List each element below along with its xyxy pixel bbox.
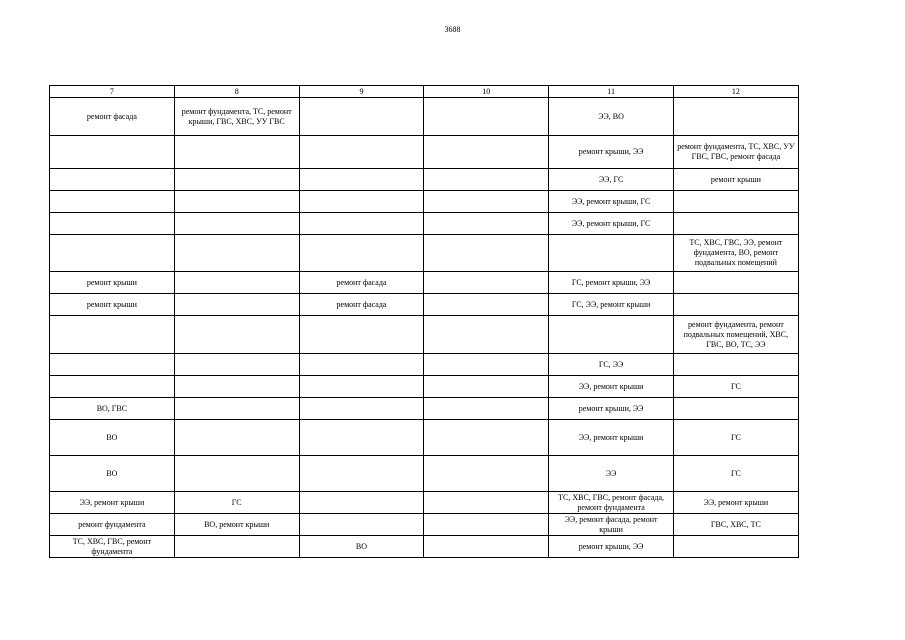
table-cell: ВО xyxy=(50,456,175,492)
table-cell xyxy=(549,316,674,354)
table-cell xyxy=(174,235,299,272)
table-row xyxy=(50,235,799,272)
table-cell: ГС, ЭЭ xyxy=(549,354,674,376)
table-cell xyxy=(50,354,175,376)
table-cell xyxy=(673,294,798,316)
table-cell xyxy=(424,191,549,213)
table-cell: ЭЭ, ремонт крыши, ГС xyxy=(549,191,674,213)
table-cell: ЭЭ, ремонт фасада, ремонт крыши xyxy=(549,514,674,536)
column-header-10: 10 xyxy=(424,86,549,98)
table-cell xyxy=(424,316,549,354)
table-row xyxy=(50,536,799,558)
header-row xyxy=(50,86,799,98)
table-cell: ТС, ХВС, ГВС, ЭЭ, ремонт фундамента, ВО, ремонт подвальных помещений xyxy=(673,235,798,272)
table-cell xyxy=(299,492,424,514)
table-cell: ЭЭ, ремонт крыши, ГС xyxy=(549,213,674,235)
table-cell: ЭЭ, ремонт крыши xyxy=(673,492,798,514)
table-cell xyxy=(299,420,424,456)
table-cell: ремонт фасада xyxy=(50,98,175,136)
table-cell: ГС xyxy=(673,420,798,456)
table-cell xyxy=(424,136,549,169)
table-cell xyxy=(424,213,549,235)
table-row xyxy=(50,98,799,136)
table-cell xyxy=(174,136,299,169)
table-cell: ЭЭ, ВО xyxy=(549,98,674,136)
table-cell: ремонт фундамента, ремонт подвальных помещений, ХВС, ГВС, ВО, ТС, ЭЭ xyxy=(673,316,798,354)
table-row xyxy=(50,316,799,354)
table-cell xyxy=(424,456,549,492)
table-cell xyxy=(299,398,424,420)
table-cell xyxy=(50,169,175,191)
table-cell xyxy=(673,398,798,420)
table-cell: ремонт фундамента, ТС, ХВС, УУ ГВС, ГВС, ремонт фасада xyxy=(673,136,798,169)
table-cell xyxy=(424,376,549,398)
table-cell xyxy=(174,420,299,456)
table-cell xyxy=(299,235,424,272)
table-row xyxy=(50,272,799,294)
table-cell: ЭЭ, ГС xyxy=(549,169,674,191)
table-cell: ремонт фундамента, ТС, ремонт крыши, ГВС, ХВС, УУ ГВС xyxy=(174,98,299,136)
table-cell xyxy=(50,213,175,235)
table-body xyxy=(50,98,799,558)
table-cell xyxy=(424,272,549,294)
table-cell: ремонт крыши, ЭЭ xyxy=(549,136,674,169)
column-header-9: 9 xyxy=(299,86,424,98)
table-cell xyxy=(299,456,424,492)
table-cell: ЭЭ, ремонт крыши xyxy=(549,420,674,456)
table-cell xyxy=(50,136,175,169)
table-cell xyxy=(424,354,549,376)
table-cell xyxy=(299,136,424,169)
table-cell: ВО, ГВС xyxy=(50,398,175,420)
table-cell: ЭЭ, ремонт крыши xyxy=(50,492,175,514)
table-row xyxy=(50,398,799,420)
table-cell xyxy=(424,420,549,456)
table-cell xyxy=(174,398,299,420)
table-cell xyxy=(174,272,299,294)
table-cell: ремонт крыши xyxy=(50,272,175,294)
table-cell xyxy=(174,191,299,213)
table-cell xyxy=(174,294,299,316)
table-cell: ремонт фасада xyxy=(299,272,424,294)
table-cell: ГС xyxy=(673,376,798,398)
table-cell xyxy=(174,376,299,398)
table-cell xyxy=(174,169,299,191)
table-row xyxy=(50,492,799,514)
table-cell xyxy=(174,536,299,558)
table-cell xyxy=(424,398,549,420)
table-row xyxy=(50,456,799,492)
table-row xyxy=(50,191,799,213)
table-cell xyxy=(299,316,424,354)
table-cell: ТС, ХВС, ГВС, ремонт фасада, ремонт фундамента xyxy=(549,492,674,514)
table-cell xyxy=(299,354,424,376)
table-row xyxy=(50,354,799,376)
table-cell: ГС xyxy=(673,456,798,492)
table-row xyxy=(50,169,799,191)
page-number: 3688 xyxy=(444,25,461,34)
table-cell: ВО, ремонт крыши xyxy=(174,514,299,536)
table-cell xyxy=(424,514,549,536)
table-cell: ремонт крыши xyxy=(673,169,798,191)
table-row xyxy=(50,213,799,235)
table-cell xyxy=(50,316,175,354)
table-cell xyxy=(424,492,549,514)
table-cell xyxy=(50,235,175,272)
table-cell xyxy=(424,536,549,558)
column-header-12: 12 xyxy=(673,86,798,98)
table-row xyxy=(50,376,799,398)
works-table xyxy=(49,85,799,558)
table-cell xyxy=(50,191,175,213)
table-cell xyxy=(673,98,798,136)
table-cell: ГС xyxy=(174,492,299,514)
table-cell: ТС, ХВС, ГВС, ремонт фундамента xyxy=(50,536,175,558)
table-row xyxy=(50,294,799,316)
table-cell: ремонт крыши, ЭЭ xyxy=(549,398,674,420)
table-cell xyxy=(50,376,175,398)
table-cell xyxy=(299,191,424,213)
table-cell xyxy=(549,235,674,272)
table-cell xyxy=(299,169,424,191)
table-cell: ВО xyxy=(50,420,175,456)
table-cell: ремонт крыши xyxy=(50,294,175,316)
table-row xyxy=(50,514,799,536)
column-header-8: 8 xyxy=(174,86,299,98)
table-cell xyxy=(673,536,798,558)
table-cell: ЭЭ xyxy=(549,456,674,492)
table-cell xyxy=(673,354,798,376)
column-header-11: 11 xyxy=(549,86,674,98)
table-cell xyxy=(174,456,299,492)
table-cell xyxy=(299,213,424,235)
table-cell xyxy=(673,191,798,213)
table-cell xyxy=(424,294,549,316)
table-cell: ГС, ЭЭ, ремонт крыши xyxy=(549,294,674,316)
table-cell: ЭЭ, ремонт крыши xyxy=(549,376,674,398)
table-cell xyxy=(299,98,424,136)
table-cell: ГС, ремонт крыши, ЭЭ xyxy=(549,272,674,294)
table-cell xyxy=(673,272,798,294)
table-cell: ремонт фасада xyxy=(299,294,424,316)
table-cell xyxy=(174,213,299,235)
table-cell xyxy=(174,316,299,354)
table-cell: ремонт фундамента xyxy=(50,514,175,536)
table-row xyxy=(50,136,799,169)
table-cell xyxy=(299,376,424,398)
table-cell: ГВС, ХВС, ТС xyxy=(673,514,798,536)
column-header-7: 7 xyxy=(50,86,175,98)
table-row xyxy=(50,420,799,456)
table-cell xyxy=(673,213,798,235)
table-cell xyxy=(424,169,549,191)
table-cell xyxy=(174,354,299,376)
table-cell xyxy=(424,235,549,272)
table-cell xyxy=(299,514,424,536)
table-cell: ремонт крыши, ЭЭ xyxy=(549,536,674,558)
table-cell: ВО xyxy=(299,536,424,558)
table-cell xyxy=(424,98,549,136)
